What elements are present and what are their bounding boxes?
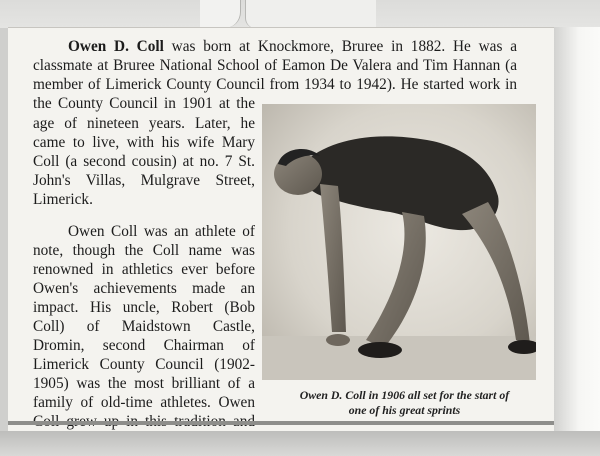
page-tab-left (200, 0, 241, 28)
photo-caption (283, 388, 526, 418)
athlete-photo-image (262, 104, 536, 380)
text-line-p1-3: member of Limerick County Council from 1934 to 1942). He started work in (33, 76, 517, 93)
athlete-photo (262, 104, 536, 380)
caption-line-2: one of his great sprints (348, 403, 461, 417)
text-line-p2-2: note, though the Coll name was (33, 242, 255, 259)
page-tab-right (245, 0, 376, 28)
scanner-bottom-edge (0, 431, 600, 456)
text-line-p2-10: family of old-time athletes. Owen (33, 394, 255, 411)
text-line-p1-6: came to live, with his wife Mary (33, 134, 255, 151)
text-line-p1-8: John's Villas, Mulgrave Street, (33, 172, 255, 189)
text-line-p2-6: Coll) of Maidstown Castle, (33, 318, 255, 335)
text-line-p2-3: renowned in athletics ever before (33, 261, 255, 278)
text-line-p2-1: Owen Coll was an athlete of (68, 223, 255, 240)
text-line-p2-5: impact. His uncle, Robert (Bob (33, 299, 255, 316)
text-line-p1-4: the County Council in 1901 at the (33, 95, 255, 112)
text-line-p2-9: 1905) was the most brilliant of a (33, 375, 255, 392)
subject-name: Owen D. Coll (68, 38, 164, 55)
text-line-p1-9: Limerick. (33, 191, 93, 208)
text-line-p2-4: Owen's achievements made an (33, 280, 255, 297)
text-fragment: was born at Knockmore, Bruree in 1882. He was a (163, 38, 517, 55)
text-line-p1-1 (68, 37, 517, 57)
caption-line-1: Owen D. Coll in 1906 all set for the start of (299, 388, 510, 402)
page-bottom-rule (8, 421, 554, 425)
page-edge-shadow (554, 27, 600, 431)
text-line-p1-5: age of nineteen years. Later, he (33, 115, 255, 132)
text-line-p1-7: Coll (a second cousin) at no. 7 St. (33, 153, 255, 170)
text-line-p2-7: Dromin, second Chairman of (33, 337, 255, 354)
text-line-p1-2: classmate at Bruree National School of Eamon De Valera and Tim Hannan (a (33, 57, 517, 74)
text-line-p2-8: Limerick County Council (1902- (33, 356, 255, 373)
